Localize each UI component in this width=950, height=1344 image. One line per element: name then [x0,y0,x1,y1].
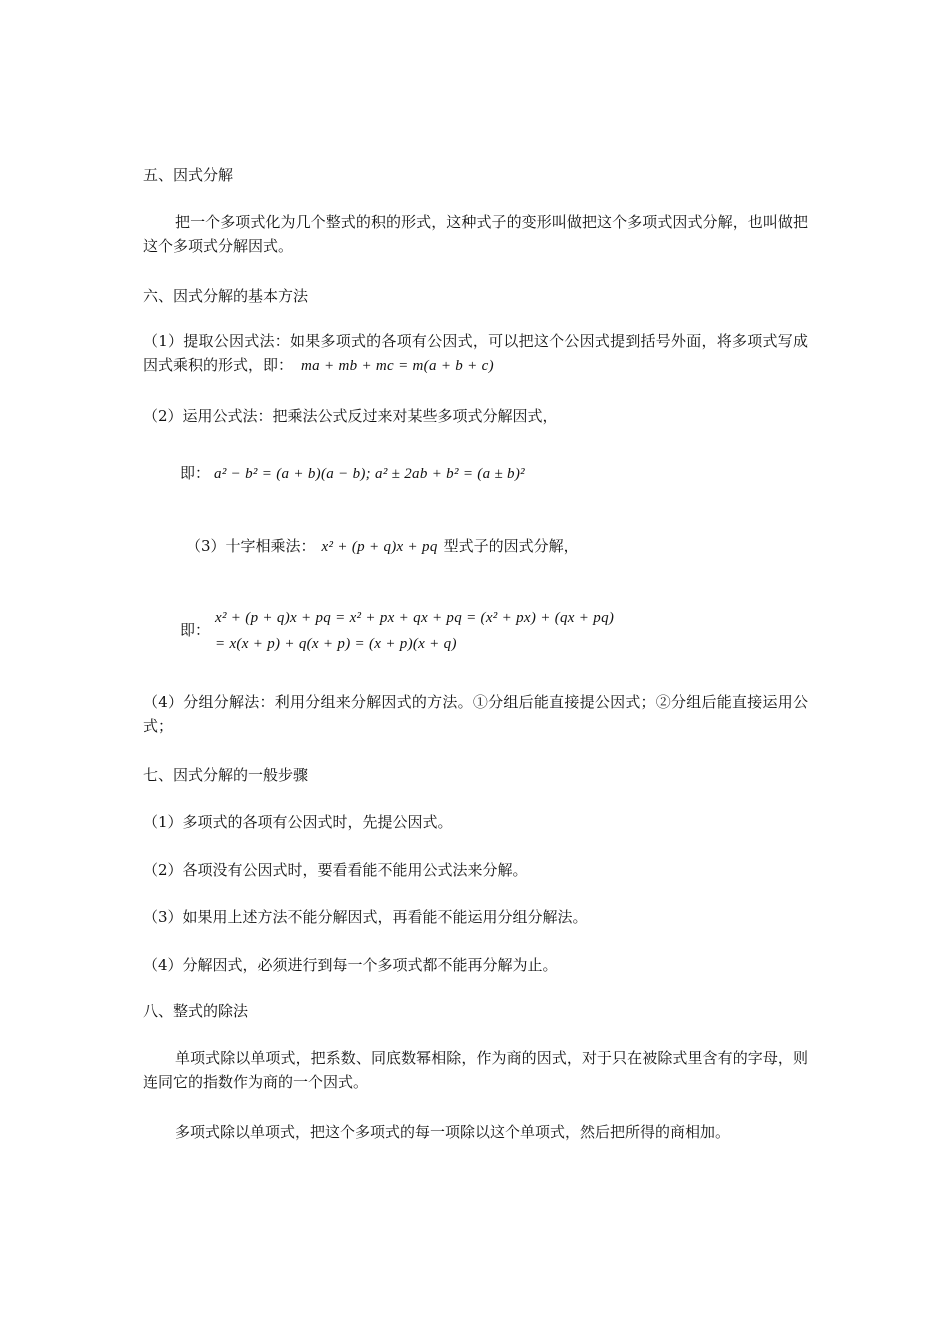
method-formula-formula: a² − b² = (a + b)(a − b); a² ± 2ab + b² = (a ± b)² [214,466,525,482]
method-grouping: （4）分组分解法：利用分组来分解因式的方法。①分组后能直接提公因式；②分组后能直接运用公式； [143,693,808,735]
method-cross-prefix: 即： [180,621,211,639]
method-formula-text: （2）运用公式法：把乘法公式反过来对某些多项式分解因式， [143,407,558,425]
method-common-factor-formula: ma + mb + mc = m(a + b + c) [301,358,494,374]
method-common-factor [143,329,808,378]
method-cross-text: （3）十字相乘法： [186,537,316,555]
method-cross-formula: x² + (p + q)x + pq [321,539,438,555]
method-formula-prefix: 即： [180,464,211,482]
step-3: （3）如果用上述方法不能分解因式，再看能不能运用分组分解法。 [143,908,588,926]
section-heading-basic-methods: 六、因式分解的基本方法 [143,287,309,305]
method-formula-line [180,461,525,486]
method-cross-derivation-line1: x² + (p + q)x + pq = x² + px + qx + pq = (x² + px) + (qx + pq) [215,610,615,626]
method-cross-suffix: 型式子的因式分解， [443,537,579,555]
method-cross-derivation-line2: = x(x + p) + q(x + p) = (x + p)(x + q) [215,636,457,652]
section-heading-general-steps: 七、因式分解的一般步骤 [143,766,309,784]
method-cross-line [186,534,579,559]
polynomial-by-monomial-rule: 多项式除以单项式，把这个多项式的每一项除以这个单项式，然后把所得的商相加。 [175,1123,731,1141]
step-2: （2）各项没有公因式时，要看看能不能用公式法来分解。 [143,861,528,879]
factorization-definition: 把一个多项式化为几个整式的积的形式，这种式子的变形叫做把这个多项式因式分解，也叫做把这个多项式分解因式。 [143,213,808,255]
section-heading-polynomial-division: 八、整式的除法 [143,1002,249,1020]
section-heading-factorization: 五、因式分解 [143,166,234,184]
step-4: （4）分解因式，必须进行到每一个多项式都不能再分解为止。 [143,956,558,974]
step-1: （1）多项式的各项有公因式时，先提公因式。 [143,813,453,831]
monomial-division-rule: 单项式除以单项式，把系数、同底数幂相除，作为商的因式，对于只在被除式里含有的字母，则连同它的指数作为商的一个因式。 [143,1049,808,1091]
method-common-factor-text: （1）提取公因式法：如果多项式的各项有公因式，可以把这个公因式提到括号外面，将多项式写成因式乘积的形式，即： [143,332,808,374]
